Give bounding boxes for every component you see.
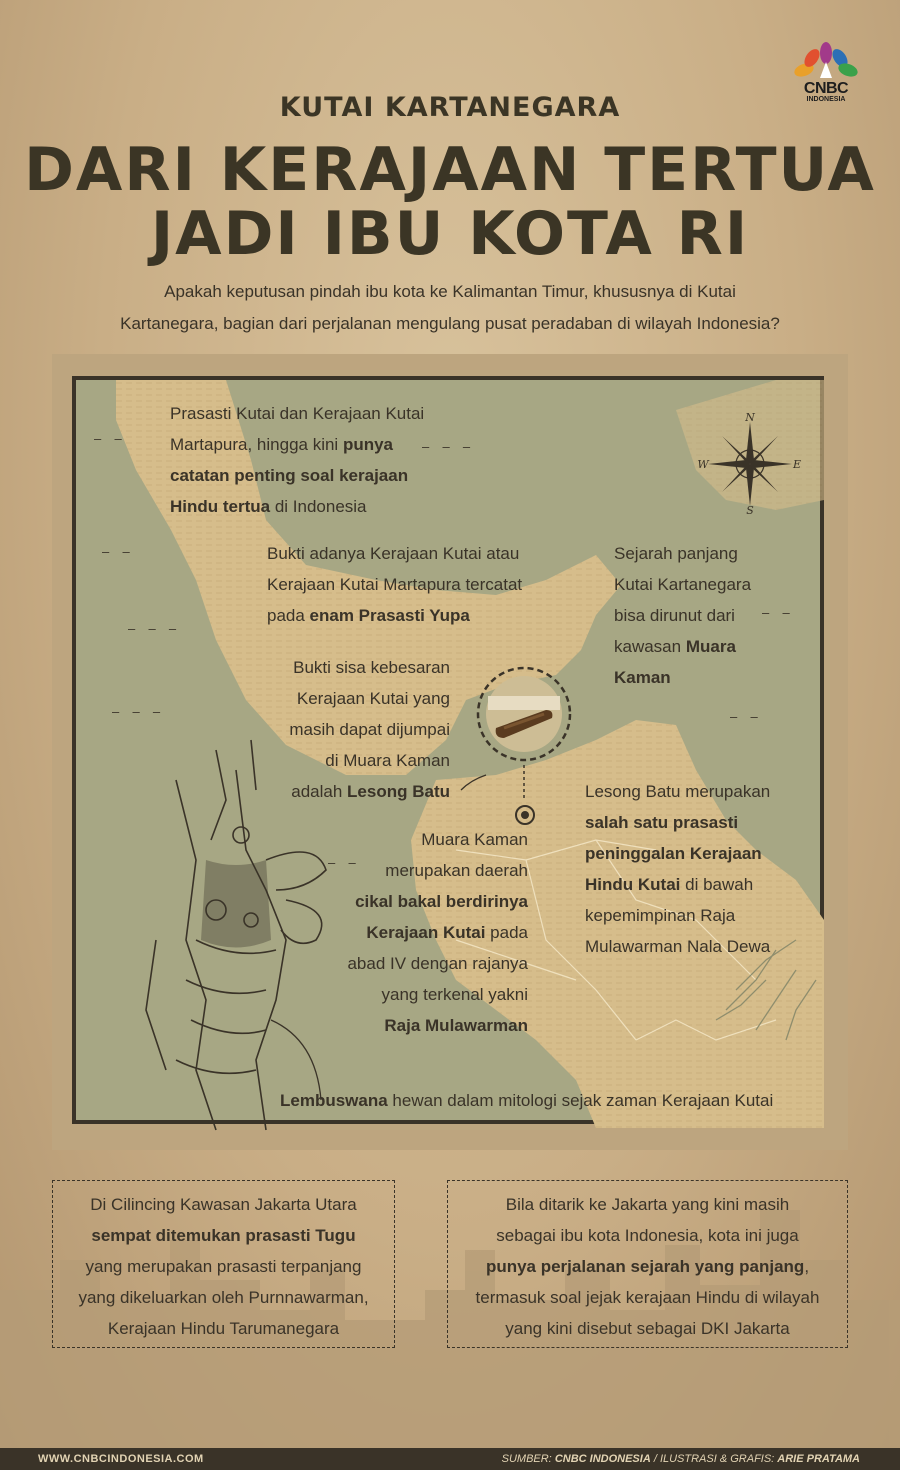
decor-dash: — — — <box>422 440 474 454</box>
text-line: merupakan daerah <box>385 861 528 880</box>
decor-dash: — — — <box>112 705 164 719</box>
text-span: pada <box>267 606 310 625</box>
main-title-line1: DARI KERAJAAN TERTUA <box>24 135 876 205</box>
text-line <box>347 1010 528 1041</box>
compass-rose-icon <box>697 411 802 517</box>
info-box-jakarta-tugu <box>52 1180 395 1348</box>
text-bold: Lembuswana <box>280 1091 388 1110</box>
location-pin-icon[interactable] <box>514 804 536 826</box>
text-line <box>585 838 770 869</box>
text-span: , <box>804 1257 810 1276</box>
text-line: kepemimpinan Raja <box>585 906 736 925</box>
text-line: yang merupakan prasasti terpanjang <box>85 1257 362 1276</box>
text-span: di Indonesia <box>270 497 367 516</box>
decor-dash: — — <box>328 856 359 870</box>
text-line: termasuk soal jejak kerajaan Hindu di wilayah <box>475 1288 820 1307</box>
text-line: yang terkenal yakni <box>381 985 528 1004</box>
decor-dash: — — <box>102 545 133 559</box>
footer-site-link[interactable]: WWW.CNBCINDONESIA.COM <box>38 1453 204 1465</box>
text-line <box>614 631 751 662</box>
text-line: Bukti sisa kebesaran <box>293 658 450 677</box>
text-line: masih dapat dijumpai <box>289 720 450 739</box>
text-line: Bukti adanya Kerajaan Kutai atau <box>267 544 520 563</box>
text-line: bisa dirunut dari <box>614 606 735 625</box>
logo-text: CNBC <box>803 80 849 97</box>
text-line <box>585 869 770 900</box>
text-line <box>267 600 522 631</box>
decor-dash: — — — <box>128 622 180 636</box>
map-text-prasasti-yupa <box>267 538 522 631</box>
text-bold: Kaman <box>614 668 671 687</box>
text-line <box>289 776 450 807</box>
decor-dash: — — <box>730 710 761 724</box>
peacock-icon <box>790 40 862 82</box>
text-line <box>170 460 424 491</box>
text-bold: punya <box>342 435 393 454</box>
text-bold: sempat ditemukan prasasti Tugu <box>91 1226 356 1245</box>
intro-line: Apakah keputusan pindah ibu kota ke Kalimantan Timur, khususnya di Kutai <box>164 282 736 301</box>
text-span: pada <box>485 923 528 942</box>
text-bold: punya perjalanan sejarah yang panjang <box>485 1257 805 1276</box>
text-bold: peninggalan Kerajaan <box>585 844 762 863</box>
map-text-muara-kaman <box>347 824 528 1041</box>
footer-credits <box>502 1448 860 1470</box>
text-span: SUMBER: <box>501 1453 555 1465</box>
text-span: ILUSTRASI & GRAFIS: <box>659 1453 778 1465</box>
text-line <box>448 1251 847 1282</box>
text-line <box>347 886 528 917</box>
compass-east: E <box>792 458 802 471</box>
text-line: Bila ditarik ke Jakarta yang kini masih <box>505 1195 790 1214</box>
text-line: yang kini disebut sebagai DKI Jakarta <box>505 1319 790 1338</box>
text-line: Kerajaan Hindu Tarumanegara <box>107 1319 340 1338</box>
text-line: Di Cilincing Kawasan Jakarta Utara <box>90 1195 357 1214</box>
compass-north: N <box>745 411 755 424</box>
text-line: Muara Kaman <box>421 830 528 849</box>
text-span: hewan dalam mitologi sejak zaman Kerajaan Kutai <box>387 1091 774 1110</box>
text-bold: salah satu prasasti <box>585 813 739 832</box>
lesong-batu-photo <box>476 666 572 762</box>
text-span: di bawah <box>680 875 754 894</box>
intro-line: Kartanegara, bagian dari perjalanan mengulang pusat peradaban di wilayah Indonesia? <box>120 314 780 333</box>
text-line: Kerajaan Kutai Martapura tercatat <box>267 575 523 594</box>
text-bold: catatan penting soal kerajaan <box>170 466 409 485</box>
logo-subtext: INDONESIA <box>806 96 846 103</box>
text-line <box>614 662 751 693</box>
text-line: Kutai Kartanegara <box>614 575 752 594</box>
text-line: di Muara Kaman <box>325 751 450 770</box>
map-text-lesong-batu-detail <box>585 776 770 962</box>
text-span: / <box>650 1453 660 1465</box>
lembuswana-caption <box>280 1085 773 1116</box>
text-bold: CNBC INDONESIA <box>554 1453 651 1465</box>
text-bold: Lesong Batu <box>347 782 450 801</box>
map-text-prasasti-kutai <box>170 398 424 522</box>
map-text-sejarah-panjang <box>614 538 751 693</box>
text-span: adalah <box>291 782 348 801</box>
text-bold: ARIE PRATAMA <box>777 1453 860 1465</box>
text-line <box>585 807 770 838</box>
text-line: Mulawarman Nala Dewa <box>585 937 771 956</box>
text-bold: Hindu Kutai <box>585 875 681 894</box>
text-span: kawasan <box>614 637 686 656</box>
text-bold: enam Prasasti Yupa <box>309 606 470 625</box>
intro-paragraph <box>90 276 810 340</box>
main-title-line2: JADI IBU KOTA RI <box>150 199 750 269</box>
text-line: sebagai ibu kota Indonesia, kota ini juga <box>496 1226 799 1245</box>
compass-south: S <box>746 504 754 517</box>
footer-bar <box>0 1448 900 1470</box>
text-line: Sejarah panjang <box>614 544 738 563</box>
text-span: Martapura, hingga kini <box>170 435 343 454</box>
kalimantan-map <box>72 376 824 1124</box>
text-bold: Kerajaan Kutai <box>366 923 486 942</box>
text-line <box>170 429 424 460</box>
text-line: Prasasti Kutai dan Kerajaan Kutai <box>170 404 425 423</box>
text-line: Lesong Batu merupakan <box>585 782 771 801</box>
decor-dash: — — <box>94 432 125 446</box>
text-line <box>170 491 424 522</box>
text-bold: Muara <box>685 637 736 656</box>
text-bold: cikal bakal berdirinya <box>355 892 528 911</box>
text-bold: Raja Mulawarman <box>384 1016 528 1035</box>
decor-dash: — — <box>762 606 793 620</box>
text-line: abad IV dengan rajanya <box>347 954 528 973</box>
text-line: yang dikeluarkan oleh Purnnawarman, <box>78 1288 369 1307</box>
map-text-lesong-batu-intro <box>289 652 450 807</box>
kicker-title: KUTAI KARTANEGARA <box>279 92 621 123</box>
compass-west: W <box>697 458 709 471</box>
text-line <box>53 1220 394 1251</box>
text-bold: Hindu tertua <box>170 497 271 516</box>
text-line <box>347 917 528 948</box>
info-box-jakarta-history <box>447 1180 848 1348</box>
text-line: Kerajaan Kutai yang <box>296 689 450 708</box>
